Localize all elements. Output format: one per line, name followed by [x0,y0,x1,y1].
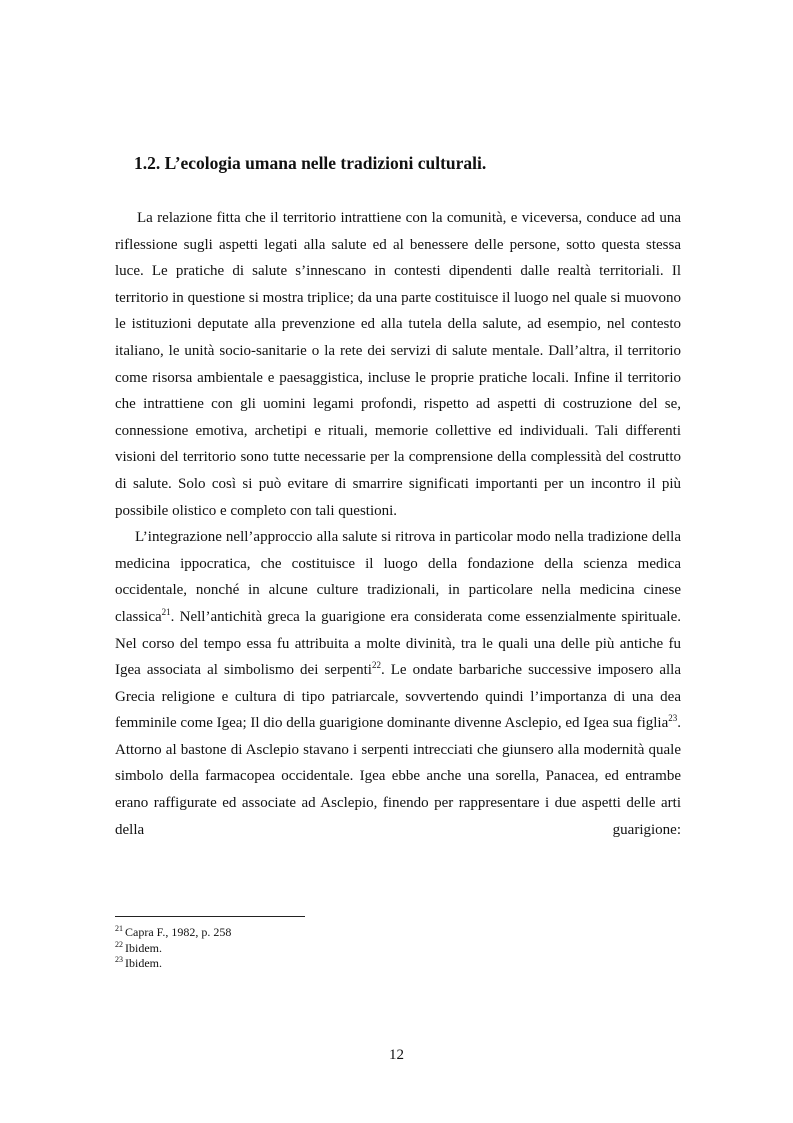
footnote [115,925,231,941]
paragraph-2 [115,524,681,843]
page-number: 12 [389,1047,404,1063]
paragraph-2-part-1: L’integrazione nell’approccio alla salute si ritrova in particolar modo nella tradizione della medicina ippocratica, che costituisce il luogo della fondazione della scienza medica occidentale, nonché in alcune culture tradizionali, in particolare nella medicina cinese classica [115,529,681,625]
body-text [115,205,681,843]
footnote-text: Ibidem. [125,956,162,970]
footnote-ref-21: 21 [161,606,171,617]
footnote [115,941,231,957]
section-heading: 1.2. L’ecologia umana nelle tradizioni culturali. [134,153,487,173]
footnote-ref-23: 23 [668,713,678,724]
footnotes [115,925,231,972]
paragraph-2-part-3: . Le ondate barbariche successive imposero alla Grecia religione e cultura di tipo patriarcale, sovvertendo quindi l’importanza di una dea femminile come Igea; Il dio della guarigione dominante divenne Asclepio, ed Igea sua figlia [115,662,681,732]
footnote [115,956,231,972]
paragraph-2-part-2: . Nell’antichità greca la guarigione era considerata come essenzialmente spirituale. Nel corso del tempo essa fu attribuita a molte divinità, tra le quali una delle più antiche fu Igea associata al simbolismo dei serpenti [115,608,681,679]
footnote-divider [115,916,305,917]
footnote-text: Ibidem. [125,940,162,955]
paragraph-1: La relazione fitta che il territorio intrattiene con la comunità, e viceversa, conduce ad una riflessione sugli aspetti legati alla salute ed al benessere delle persone, sotto questa stessa luce. Le pratiche di salute s’innescano in contesti dipendenti dalle realtà territoriali. Il territorio in questione si mostra triplice; da una parte costituisce il luogo nel quale si muovono le istituzioni deputate alla prevenzione ed alla tutela della salute, ad esempio, nel contesto italiano, le unità socio-sanitarie o la rete dei servizi di salute mentale. Dall’altra, il territorio come risorsa ambientale e paesaggistica, incluse le proprie pratiche locali. Infine il territorio che intrattiene con gli uomini legami profondi, rispetto ad aspetti di costruzione del se, connessione emotiva, archetipi e rituali, memorie collettive ed individuali. Tali differenti visioni del territorio sono tutte necessarie per la comprensione della complessità del costrutto di salute. Solo così si può evitare di smarrire significati importanti per un incontro il più possibile olistico e completo con tali questioni. [115,210,681,519]
footnote-number: 21 [115,924,123,933]
footnote-text: Capra F., 1982, p. 258 [125,925,232,939]
footnote-ref-22: 22 [371,660,381,671]
footnote-number: 22 [115,939,123,949]
paragraph-2-part-4: . Attorno al bastone di Asclepio stavano i serpenti intrecciati che giunsero alla modernità quale simbolo della farmacopea occidentale. Igea ebbe anche una sorella, Panacea, ed entrambe erano raffigurate ed associate ad Asclepio, finendo per rappresentare i due aspetti delle arti della guarigione: [115,715,681,838]
footnote-number: 23 [115,955,123,964]
